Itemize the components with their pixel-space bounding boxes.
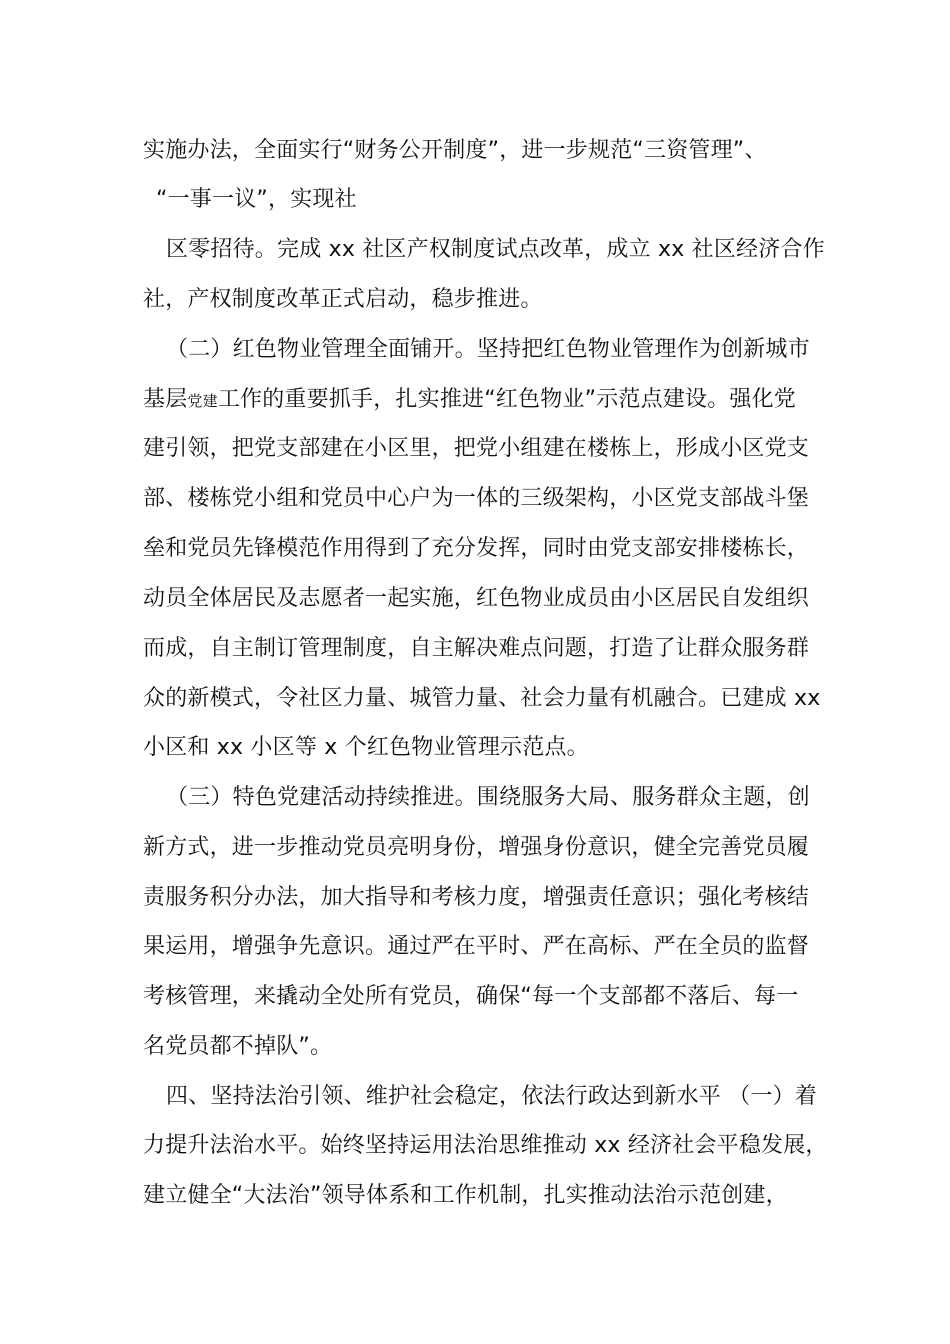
text-line: 动员全体居民及志愿者一起实施，红色物业成员由小区居民自发组织 bbox=[143, 586, 810, 611]
text-line: 建引领，把党支部建在小区里，把党小组建在楼栋上，形成小区党支 bbox=[143, 436, 810, 461]
text-fragment: 基层 bbox=[143, 387, 188, 412]
text-line: 小区和 xx 小区等 x 个红色物业管理示范点。 bbox=[143, 735, 589, 760]
text-line: “一事一议”，实现社 bbox=[156, 187, 357, 212]
text-line: 名党员都不掉队”。 bbox=[143, 1034, 333, 1059]
text-line: 责服务积分办法，加大指导和考核力度，增强责任意识；强化考核结 bbox=[143, 885, 810, 910]
text-fragment-small: 党建 bbox=[187, 392, 218, 410]
text-line: 力提升法治水平。始终坚持运用法治思维推动 xx 经济社会平稳发展， bbox=[143, 1133, 828, 1158]
section-heading-line: （二）红色物业管理全面铺开。坚持把红色物业管理作为创新城市 bbox=[166, 337, 810, 362]
section-heading-line: （三）特色党建活动持续推进。围绕服务大局、服务群众主题，创 bbox=[166, 785, 810, 810]
text-line: 社，产权制度改革正式启动，稳步推进。 bbox=[143, 287, 543, 312]
text-line: 部、楼栋党小组和党员中心户为一体的三级架构，小区党支部战斗堡 bbox=[143, 486, 810, 511]
text-line: 果运用，增强争先意识。通过严在平时、严在高标、严在全员的监督 bbox=[143, 934, 810, 959]
section-heading-line: 四、坚持法治引领、维护社会稳定，依法行政达到新水平 （一）着 bbox=[166, 1084, 817, 1109]
text-line: 垒和党员先锋模范作用得到了充分发挥，同时由党支部安排楼栋长， bbox=[143, 536, 810, 561]
text-line: 实施办法，全面实行“财务公开制度”，进一步规范“三资管理”、 bbox=[143, 138, 767, 163]
text-line bbox=[143, 385, 796, 416]
text-line: 而成，自主制订管理制度，自主解决难点问题，打造了让群众服务群 bbox=[143, 636, 810, 661]
text-line: 众的新模式，令社区力量、城管力量、社会力量有机融合。已建成 xx bbox=[143, 686, 821, 711]
text-fragment: 工作的重要抓手，扎实推进“红色物业”示范点建设。强化党 bbox=[217, 387, 797, 412]
text-line: 区零招待。完成 xx 社区产权制度试点改革，成立 xx 社区经济合作 bbox=[166, 237, 825, 262]
text-line: 建立健全“大法治”领导体系和工作机制，扎实推动法治示范创建， bbox=[143, 1183, 788, 1208]
text-line: 考核管理，来撬动全处所有党员，确保“每一个支部都不落后、每一 bbox=[143, 984, 799, 1009]
text-line: 新方式，进一步推动党员亮明身份，增强身份意识，健全完善党员履 bbox=[143, 835, 810, 860]
